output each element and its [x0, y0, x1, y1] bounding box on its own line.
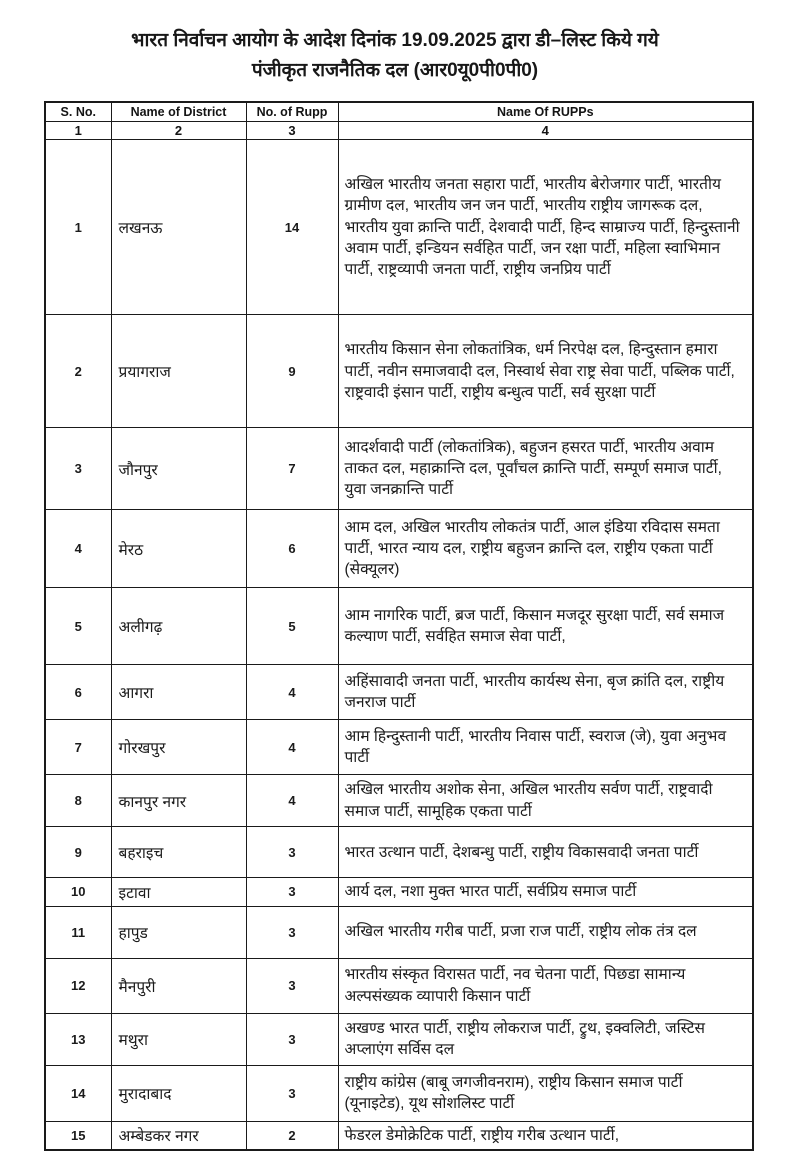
cell-count: 4 [246, 720, 338, 775]
table-row [45, 140, 753, 315]
table-row [45, 958, 753, 1013]
document-title-line1: भारत निर्वाचन आयोग के आदेश दिनांक 19.09.2025 द्वारा डी–लिस्ट किये गये [131, 30, 659, 51]
cell-district: कानपुर नगर [111, 775, 246, 827]
cell-count: 9 [246, 315, 338, 428]
cell-parties: भारतीय किसान सेना लोकतांत्रिक, धर्म निरपेक्ष दल, हिन्दुस्तान हमारा पार्टी, नवीन समाजवादी दल, निस्वार्थ सेवा राष्ट्र सेवा पार्टी, पब्लिक पार्टी, राष्ट्रवादी इंसान पार्टी, राष्ट्रीय बन्धुत्व पार्टी, सर्व सुरक्षा पार्टी [338, 315, 753, 428]
cell-count: 3 [246, 958, 338, 1013]
cell-sno: 13 [45, 1013, 111, 1065]
cell-count: 3 [246, 1013, 338, 1065]
cell-count: 3 [246, 827, 338, 878]
cell-parties: आम दल, अखिल भारतीय लोकतंत्र पार्टी, आल इंडिया रविदास समता पार्टी, भारत न्याय दल, राष्ट्रीय बहुजन क्रान्ति दल, राष्ट्रीय एकता पार्टी (सेक्यूलर) [338, 510, 753, 588]
col-header-count: No. of Rupp [246, 102, 338, 122]
cell-district: बहराइच [111, 827, 246, 878]
cell-sno: 2 [45, 315, 111, 428]
column-number-row [45, 122, 753, 140]
cell-sno: 8 [45, 775, 111, 827]
table-row [45, 775, 753, 827]
cell-district: मथुरा [111, 1013, 246, 1065]
col-number-2: 2 [111, 122, 246, 140]
cell-parties: आम हिन्दुस्तानी पार्टी, भारतीय निवास पार्टी, स्वराज (जे), युवा अनुभव पार्टी [338, 720, 753, 775]
cell-district: लखनऊ [111, 140, 246, 315]
cell-sno: 12 [45, 958, 111, 1013]
table-row [45, 665, 753, 720]
cell-parties: भारतीय संस्कृत विरासत पार्टी, नव चेतना पार्टी, पिछडा सामान्य अल्पसंख्यक व्यापारी किसान पार्टी [338, 958, 753, 1013]
cell-count: 3 [246, 906, 338, 958]
table-row [45, 906, 753, 958]
cell-sno: 9 [45, 827, 111, 878]
cell-count: 3 [246, 1065, 338, 1121]
table-row [45, 1065, 753, 1121]
cell-district: मेरठ [111, 510, 246, 588]
table-row [45, 1013, 753, 1065]
col-number-1: 1 [45, 122, 111, 140]
cell-parties: अखिल भारतीय गरीब पार्टी, प्रजा राज पार्टी, राष्ट्रीय लोक तंत्र दल [338, 906, 753, 958]
cell-sno: 10 [45, 878, 111, 906]
cell-parties: अखण्ड भारत पार्टी, राष्ट्रीय लोकराज पार्टी, ट्रुथ, इक्वलिटी, जस्टिस अप्लाएंग सर्विस दल [338, 1013, 753, 1065]
rupps-table [44, 101, 754, 1151]
cell-district: आगरा [111, 665, 246, 720]
cell-count: 6 [246, 510, 338, 588]
cell-count: 4 [246, 775, 338, 827]
table-row [45, 720, 753, 775]
header-row [45, 102, 753, 122]
table-body [45, 140, 753, 1150]
cell-count: 14 [246, 140, 338, 315]
cell-sno: 15 [45, 1121, 111, 1150]
table-row [45, 428, 753, 510]
col-header-district: Name of District [111, 102, 246, 122]
col-header-rupps: Name Of RUPPs [338, 102, 753, 122]
cell-count: 4 [246, 665, 338, 720]
table-row [45, 827, 753, 878]
cell-parties: राष्ट्रीय कांग्रेस (बाबू जगजीवनराम), राष्ट्रीय किसान समाज पार्टी (यूनाइटेड), यूथ सोशलिस्ट पार्टी [338, 1065, 753, 1121]
cell-sno: 5 [45, 588, 111, 665]
cell-district: अलीगढ़ [111, 588, 246, 665]
table-row [45, 588, 753, 665]
cell-count: 5 [246, 588, 338, 665]
table-header [45, 102, 753, 140]
cell-district: अम्बेडकर नगर [111, 1121, 246, 1150]
table-row [45, 510, 753, 588]
cell-district: प्रयागराज [111, 315, 246, 428]
cell-sno: 14 [45, 1065, 111, 1121]
cell-sno: 1 [45, 140, 111, 315]
cell-district: गोरखपुर [111, 720, 246, 775]
cell-district: मुरादाबाद [111, 1065, 246, 1121]
col-number-3: 3 [246, 122, 338, 140]
cell-parties: फेडरल डेमोक्रेटिक पार्टी, राष्ट्रीय गरीब उत्थान पार्टी, [338, 1121, 753, 1150]
cell-parties: अहिंसावादी जनता पार्टी, भारतीय कार्यस्थ सेना, बृज क्रांति दल, राष्ट्रीय जनराज पार्टी [338, 665, 753, 720]
cell-sno: 4 [45, 510, 111, 588]
cell-parties: आम नागरिक पार्टी, ब्रज पार्टी, किसान मजदूर सुरक्षा पार्टी, सर्व समाज कल्याण पार्टी, सर्वहित समाज सेवा पार्टी, [338, 588, 753, 665]
cell-district: इटावा [111, 878, 246, 906]
cell-parties: आर्य दल, नशा मुक्त भारत पार्टी, सर्वप्रिय समाज पार्टी [338, 878, 753, 906]
cell-count: 7 [246, 428, 338, 510]
cell-parties: भारत उत्थान पार्टी, देशबन्धु पार्टी, राष्ट्रीय विकासवादी जनता पार्टी [338, 827, 753, 878]
cell-district: मैनपुरी [111, 958, 246, 1013]
table-row [45, 315, 753, 428]
cell-count: 2 [246, 1121, 338, 1150]
cell-parties: अखिल भारतीय जनता सहारा पार्टी, भारतीय बेरोजगार पार्टी, भारतीय ग्रामीण दल, भारतीय जन जन पार्टी, भारतीय राष्ट्रीय जागरूक दल, भारतीय युवा क्रान्ति पार्टी, देशवादी पार्टी, हिन्द साम्राज्य पार्टी, हिन्दुस्तानी अवाम पार्टी, इन्डियन सर्वहित पार्टी, जन रक्षा पार्टी, महिला स्वाभिमान पार्टी, राष्ट्रव्यापी जनता पार्टी, राष्ट्रीय जनप्रिय पार्टी [338, 140, 753, 315]
cell-parties: अखिल भारतीय अशोक सेना, अखिल भारतीय सर्वण पार्टी, राष्ट्रवादी समाज पार्टी, सामूहिक एकता पार्टी [338, 775, 753, 827]
cell-district: हापुड [111, 906, 246, 958]
document-title [75, 26, 715, 87]
table-row [45, 1121, 753, 1150]
cell-sno: 11 [45, 906, 111, 958]
cell-district: जौनपुर [111, 428, 246, 510]
cell-sno: 7 [45, 720, 111, 775]
col-number-4: 4 [338, 122, 753, 140]
document-title-line2: पंजीकृत राजनैतिक दल (आर0यू0पी0पी0) [251, 60, 539, 82]
cell-parties: आदर्शवादी पार्टी (लोकतांत्रिक), बहुजन हसरत पार्टी, भारतीय अवाम ताकत दल, महाक्रान्ति दल, पूर्वांचल क्रान्ति पार्टी, सम्पूर्ण समाज पार्टी, युवा जनक्रान्ति पार्टी [338, 428, 753, 510]
cell-count: 3 [246, 878, 338, 906]
cell-sno: 6 [45, 665, 111, 720]
table-row [45, 878, 753, 906]
cell-sno: 3 [45, 428, 111, 510]
col-header-sno: S. No. [45, 102, 111, 122]
